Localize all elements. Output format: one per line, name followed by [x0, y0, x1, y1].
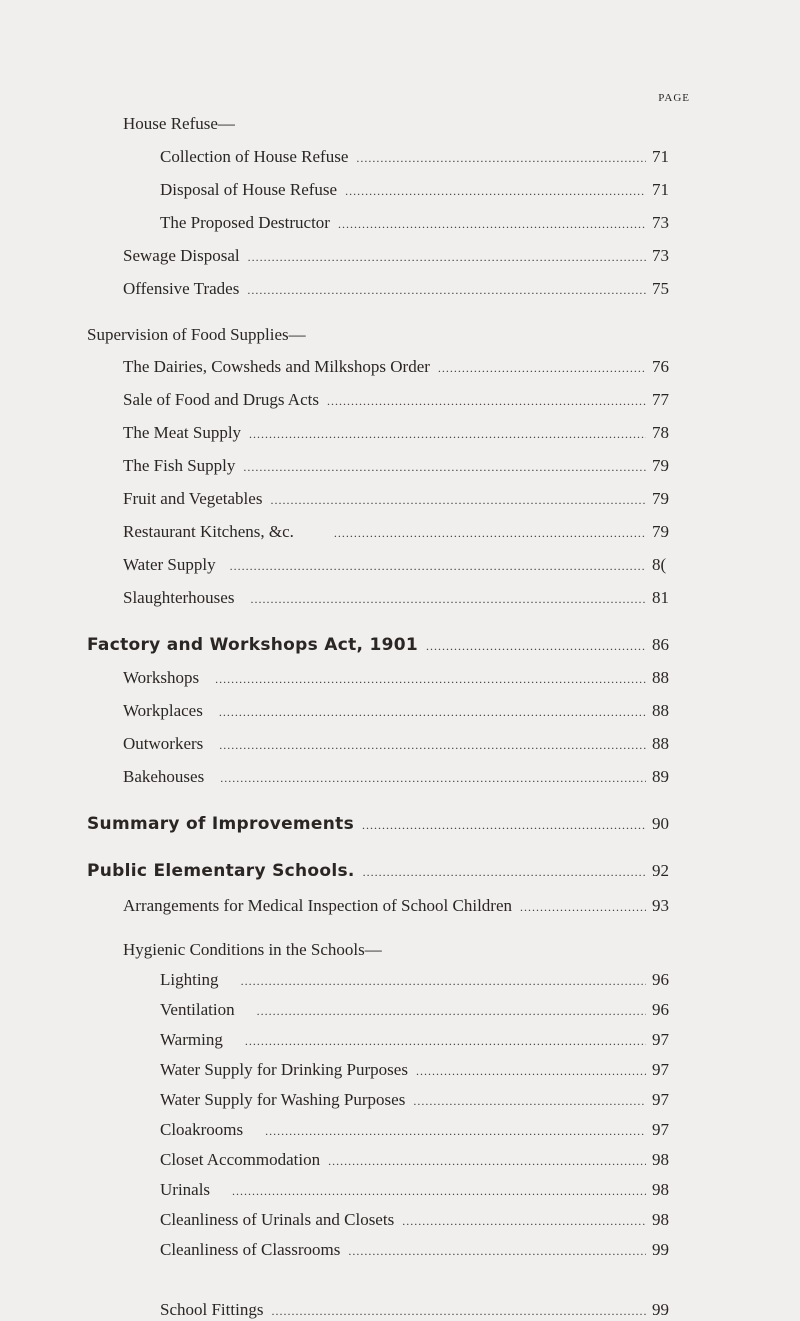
dot-leader [248, 247, 646, 267]
entry-label: Restaurant Kitchens, &c. [123, 522, 294, 541]
page-number: 93 [652, 896, 669, 915]
dot-leader [250, 589, 646, 609]
entry-label: Workshops [123, 668, 200, 687]
dot-leader [271, 1301, 646, 1321]
dot-leader [265, 1121, 646, 1141]
dot-leader [413, 1091, 646, 1111]
dot-leader [219, 735, 646, 755]
page-number: 79 [652, 489, 669, 508]
toc-entry[interactable] [160, 1300, 680, 1321]
section-heading-house-refuse: House Refuse— [123, 114, 235, 133]
dot-leader [215, 669, 646, 689]
entry-label: Lighting [160, 970, 219, 989]
entry-label: Ventilation [160, 1000, 235, 1019]
page-number: 97 [652, 1090, 669, 1109]
dot-leader [362, 815, 646, 835]
page-number: 71 [652, 180, 669, 199]
page-number: 73 [652, 213, 669, 232]
toc-entry[interactable] [123, 555, 680, 576]
entry-label: Arrangements for Medical Inspection of School Children [123, 896, 513, 915]
page-number: 71 [652, 147, 669, 166]
entry-label: Public Elementary Schools. [87, 861, 355, 881]
entry-label: The Proposed Destructor [160, 213, 330, 232]
dot-leader [426, 636, 646, 656]
page-number: 98 [652, 1210, 669, 1229]
entry-label: Water Supply for Drinking Purposes [160, 1060, 408, 1079]
toc-entry[interactable] [160, 1000, 680, 1021]
page-number: 76 [652, 357, 669, 376]
dot-leader [232, 1181, 646, 1201]
dot-leader [257, 1001, 646, 1021]
page-number: 99 [652, 1240, 669, 1259]
dot-leader [348, 1241, 646, 1261]
toc-entry[interactable] [160, 147, 680, 168]
toc-entry[interactable] [160, 1060, 680, 1081]
dot-leader [247, 280, 646, 300]
toc-entry[interactable] [160, 1180, 680, 1201]
entry-label: Water Supply for Washing Purposes [160, 1090, 406, 1109]
page-number: 97 [652, 1030, 669, 1049]
toc-entry[interactable] [160, 1120, 680, 1141]
toc-section-entry[interactable] [87, 635, 680, 656]
toc-entry[interactable] [123, 489, 680, 510]
toc-entry[interactable] [123, 246, 680, 267]
page-number: 75 [652, 279, 669, 298]
page-number: 88 [652, 668, 669, 687]
entry-label: Cleanliness of Urinals and Closets [160, 1210, 395, 1229]
page-number: 81 [652, 588, 669, 607]
page-number: 86 [652, 635, 669, 654]
page-column-header: PAGE [658, 92, 690, 104]
entry-label: Collection of House Refuse [160, 147, 349, 166]
toc-entry[interactable] [123, 522, 680, 543]
toc-section-entry[interactable] [87, 814, 680, 835]
toc-entry[interactable] [160, 1030, 680, 1051]
page-number: 98 [652, 1180, 669, 1199]
entry-label: Slaughterhouses [123, 588, 235, 607]
entry-label: Outworkers [123, 734, 204, 753]
page-number: 79 [652, 522, 669, 541]
toc-entry[interactable] [123, 668, 680, 689]
page-number: 96 [652, 1000, 669, 1019]
entry-label: Warming [160, 1030, 223, 1049]
entry-label: Sewage Disposal [123, 246, 240, 265]
page-number: 96 [652, 970, 669, 989]
section-heading-food-supplies: Supervision of Food Supplies— [87, 325, 306, 344]
entry-label: Bakehouses [123, 767, 205, 786]
dot-leader [249, 424, 646, 444]
toc-entry[interactable] [160, 970, 680, 991]
toc-entry[interactable] [160, 180, 680, 201]
entry-label: Cloakrooms [160, 1120, 244, 1139]
entry-label: The Dairies, Cowsheds and Milkshops Order [123, 357, 430, 376]
page-number: 8( [652, 555, 667, 574]
dot-leader [402, 1211, 646, 1231]
page-number: 88 [652, 701, 669, 720]
entry-label: Sale of Food and Drugs Acts [123, 390, 319, 409]
dot-leader [327, 391, 646, 411]
toc-entry[interactable] [160, 1210, 680, 1231]
page-number: 73 [652, 246, 669, 265]
page-number: 77 [652, 390, 669, 409]
page-number: 88 [652, 734, 669, 753]
toc-entry[interactable] [123, 456, 680, 477]
toc-entry[interactable] [123, 588, 680, 609]
toc-entry[interactable] [123, 734, 680, 755]
dot-leader [243, 457, 646, 477]
section-heading-hygienic-conditions: Hygienic Conditions in the Schools— [123, 940, 382, 959]
entry-label: The Meat Supply [123, 423, 242, 442]
entry-label: Urinals [160, 1180, 211, 1199]
dot-leader [241, 971, 646, 991]
toc-entry[interactable] [160, 1240, 680, 1261]
entry-label: The Fish Supply [123, 456, 236, 475]
toc-entry[interactable] [123, 423, 680, 444]
page-number: 97 [652, 1060, 669, 1079]
entry-label: Fruit and Vegetables [123, 489, 263, 508]
dot-leader [219, 702, 646, 722]
dot-leader [328, 1151, 646, 1171]
dot-leader [220, 768, 646, 788]
entry-label: Cleanliness of Classrooms [160, 1240, 341, 1259]
entry-label: Offensive Trades [123, 279, 240, 298]
page-number: 89 [652, 767, 669, 786]
page-number: 90 [652, 814, 669, 833]
dot-leader [270, 490, 646, 510]
dot-leader [520, 897, 646, 917]
toc-entry[interactable] [123, 357, 680, 378]
dot-leader [356, 148, 646, 168]
dot-leader [438, 358, 646, 378]
dot-leader [345, 181, 646, 201]
dot-leader [363, 862, 646, 882]
page-number: 92 [652, 861, 669, 880]
entry-label: School Fittings [160, 1300, 264, 1319]
toc-entry[interactable] [160, 1090, 680, 1111]
dot-leader [334, 523, 646, 543]
entry-label: Disposal of House Refuse [160, 180, 338, 199]
page-number: 99 [652, 1300, 669, 1319]
entry-label: Workplaces [123, 701, 203, 720]
toc-entry[interactable] [123, 701, 680, 722]
page-number: 98 [652, 1150, 669, 1169]
toc-entry[interactable] [123, 767, 680, 788]
dot-leader [338, 214, 646, 234]
page-number: 78 [652, 423, 669, 442]
toc-section-entry[interactable] [87, 861, 680, 882]
dot-leader [230, 556, 646, 576]
dot-leader [245, 1031, 646, 1051]
toc-entry[interactable] [123, 896, 680, 917]
entry-label: Summary of Improvements [87, 814, 354, 834]
entry-label: Factory and Workshops Act, 1901 [87, 635, 418, 655]
page-number: 79 [652, 456, 669, 475]
entry-label: Closet Accommodation [160, 1150, 321, 1169]
toc-entry[interactable] [160, 1150, 680, 1171]
entry-label: Water Supply [123, 555, 216, 574]
page-number: 97 [652, 1120, 669, 1139]
dot-leader [416, 1061, 646, 1081]
toc-entry[interactable] [123, 390, 680, 411]
toc-entry[interactable] [123, 279, 680, 300]
toc-entry[interactable] [160, 213, 680, 234]
